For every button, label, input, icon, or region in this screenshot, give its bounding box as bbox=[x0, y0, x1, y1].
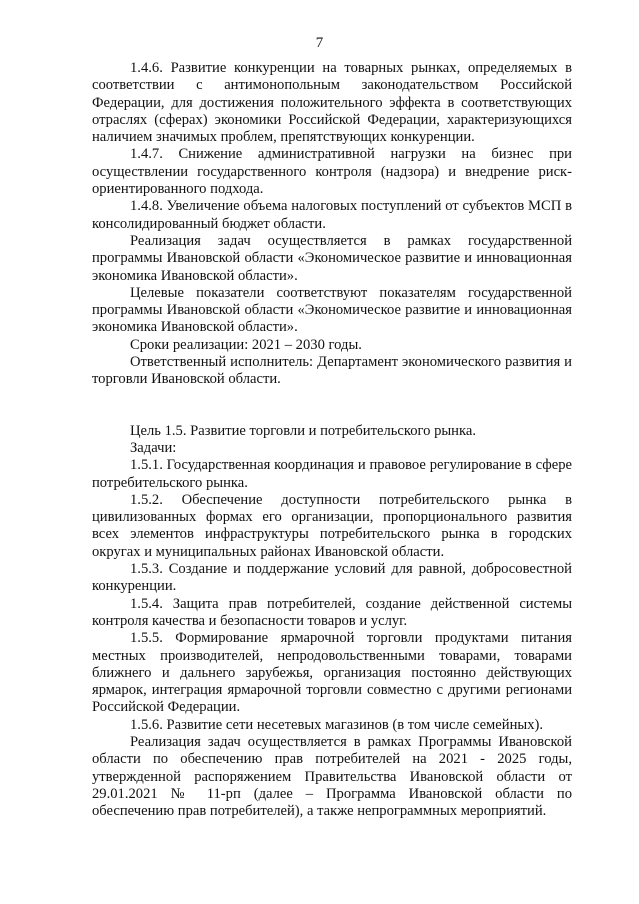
paragraph-1-4-7: 1.4.7. Снижение административной нагрузки на бизнес при осуществлении государственного контроля (надзора) и внедрение риск-ориентированного подхода. bbox=[92, 146, 572, 198]
paragraph-1-5-2: 1.5.2. Обеспечение доступности потребительского рынка в цивилизованных формах его организации, пропорционального развития всех элементов инфраструктуры потребительского рынка в городских округах и муниципальных районах Ивановской области. bbox=[92, 491, 572, 560]
paragraph-responsible-executor: Ответственный исполнитель: Департамент экономического развития и торговли Ивановской области. bbox=[92, 354, 572, 388]
paragraph-1-5-5: 1.5.5. Формирование ярмарочной торговли продуктами питания местных производителей, непродовольственными товарами, товарами ближнего и дальнего зарубежья, организация постоянно действующих ярмарок, интеграция ярмарочной торговли совместно с другими регионами Российской Федерации. bbox=[92, 630, 572, 716]
paragraph-1-5-1: 1.5.1. Государственная координация и правовое регулирование в сфере потребительского рынка. bbox=[92, 457, 572, 491]
section-spacer bbox=[92, 389, 572, 423]
tasks-label: Задачи: bbox=[130, 439, 177, 456]
paragraph-timeframe: Сроки реализации: 2021 – 2030 годы. bbox=[130, 336, 362, 353]
paragraph-1-4-6: 1.4.6. Развитие конкуренции на товарных рынках, определяемых в соответствии с антимонопольным законодательством Российской Федерации, для достижения положительного эффекта в соответствующих отраслях (сферах) экономики Российской Федерации, характеризующихся наличием значимых проблем, препятствующих конкуренции. bbox=[92, 60, 572, 146]
paragraph-1-5-6: 1.5.6. Развитие сети несетевых магазинов (в том числе семейных). bbox=[130, 716, 544, 733]
page-number: 7 bbox=[315, 35, 324, 51]
paragraph-implementation-1-4: Реализация задач осуществляется в рамках государственной программы Ивановской области «Экономическое развитие и инновационная экономика Ивановской области». bbox=[92, 232, 572, 284]
paragraph-1-4-8: 1.4.8. Увеличение объема налоговых поступлений от субъектов МСП в консолидированный бюджет области. bbox=[92, 198, 572, 232]
paragraph-1-5-3: 1.5.3. Создание и поддержание условий для равной, добросовестной конкуренции. bbox=[92, 561, 572, 595]
goal-1-5-heading: Цель 1.5. Развитие торговли и потребительского рынка. bbox=[130, 422, 476, 439]
paragraph-1-5-4: 1.5.4. Защита прав потребителей, создание действенной системы контроля качества и безопасности товаров и услуг. bbox=[92, 595, 572, 629]
paragraph-target-indicators: Целевые показатели соответствуют показателям государственной программы Ивановской области «Экономическое развитие и инновационная экономика Ивановской области». bbox=[92, 284, 572, 336]
document-body bbox=[92, 60, 572, 820]
paragraph-implementation-1-5: Реализация задач осуществляется в рамках Программы Ивановской области по обеспечению прав потребителей на 2021 - 2025 годы, утвержденной распоряжением Правительства Ивановской области от 29.01.2021 № 11-рп (далее – Программа Ивановской области по обеспечению прав потребителей), а также непрограммных мероприятий. bbox=[92, 733, 572, 820]
